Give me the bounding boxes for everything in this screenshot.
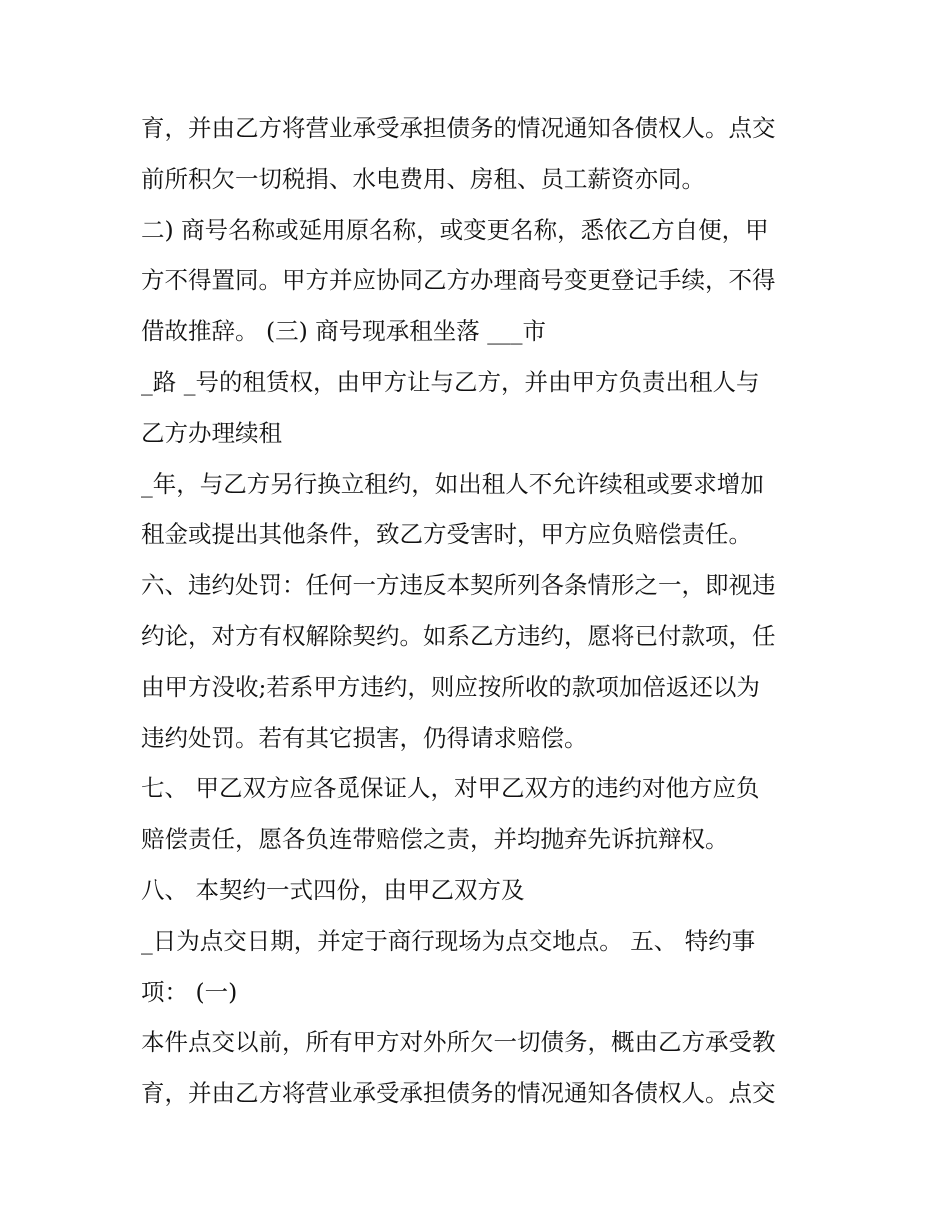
text-line: 二) 商号名称或延用原名称，或变更名称，悉依乙方自便，甲 — [141, 215, 769, 244]
text-line: 育，并由乙方将营业承受承担债务的情况通知各债权人。点交 — [141, 1079, 776, 1108]
contract-text-body — [141, 103, 831, 1119]
text-line: 八、 本契约一式四份，由甲乙双方及 — [141, 875, 525, 904]
text-line: 租金或提出其他条件，致乙方受害时，甲方应负赔偿责任。 — [141, 520, 752, 549]
text-line: 前所积欠一切税捐、水电费用、房租、员工薪资亦同。 — [141, 164, 705, 193]
text-line: _年，与乙方另行换立租约，如出租人不允许续租或要求增加 — [141, 469, 764, 498]
text-line: 违约处罚。若有其它损害，仍得请求赔偿。 — [141, 723, 588, 752]
text-line: 七、 甲乙双方应各觅保证人，对甲乙双方的违约对他方应负 — [141, 774, 760, 803]
text-line: 约论，对方有权解除契约。如系乙方违约，愿将已付款项，任 — [141, 621, 776, 650]
text-line: 育，并由乙方将营业承受承担债务的情况通知各债权人。点交 — [141, 114, 776, 142]
text-line: 本件点交以前，所有甲方对外所欠一切债务，概由乙方承受教 — [141, 1028, 776, 1057]
text-line: _路 _号的租赁权，由甲方让与乙方，并由甲方负责出租人与 — [141, 367, 760, 396]
text-line: 赔偿责任，愿各负连带赔偿之责，并均抛弃先诉抗辩权。 — [141, 825, 729, 854]
text-line: 借故推辞。 (三) 商号现承租坐落 ___市 — [141, 317, 546, 346]
text-line: 六、违约处罚：任何一方违反本契所列各条情形之一，即视违 — [141, 571, 776, 600]
text-line: _日为点交日期，并定于商行现场为点交地点。 五、 特约事 — [141, 926, 756, 955]
text-line: 乙方办理续租 — [141, 418, 282, 447]
text-line: 项： (一) — [141, 977, 238, 1006]
text-line: 由甲方没收;若系甲方违约，则应按所收的款项加倍返还以为 — [141, 672, 760, 701]
text-line: 方不得置同。甲方并应协同乙方办理商号变更登记手续，不得 — [141, 266, 776, 295]
